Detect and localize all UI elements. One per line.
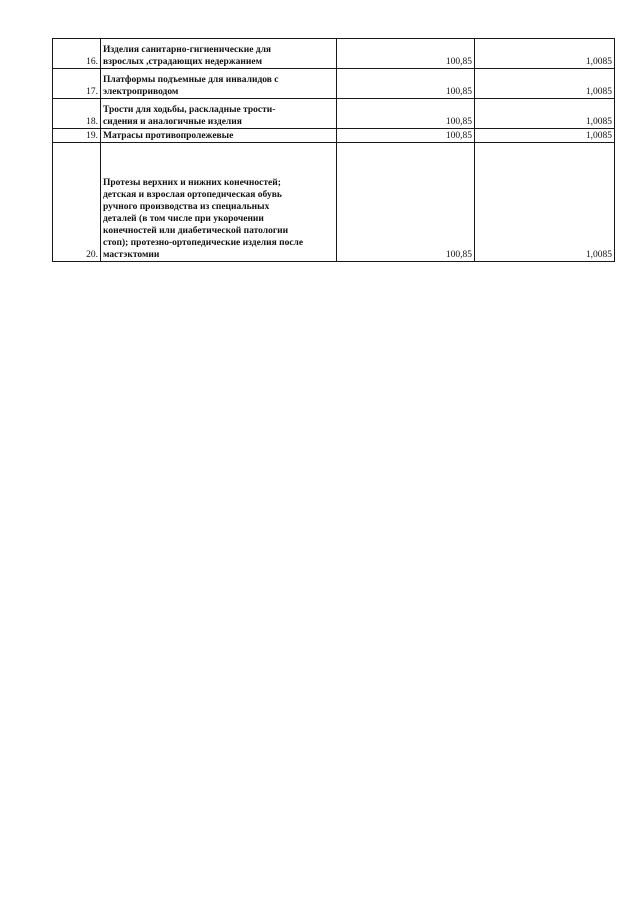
value-coefficient: 1,0085 [475, 69, 615, 99]
table-row [53, 143, 615, 262]
table-row [53, 99, 615, 129]
value-coefficient: 1,0085 [475, 143, 615, 262]
value-coefficient: 1,0085 [475, 129, 615, 143]
row-number: 16. [53, 39, 101, 69]
row-number: 17. [53, 69, 101, 99]
rates-table [52, 38, 615, 262]
row-number: 19. [53, 129, 101, 143]
value-percent: 100,85 [337, 69, 475, 99]
value-percent: 100,85 [337, 143, 475, 262]
item-name: Трости для ходьбы, раскладные трости- сидения и аналогичные изделия [101, 99, 337, 129]
item-name: Платформы подъемные для инвалидов с электроприводом [101, 69, 337, 99]
row-number: 20. [53, 143, 101, 262]
value-percent: 100,85 [337, 99, 475, 129]
value-coefficient: 1,0085 [475, 39, 615, 69]
value-coefficient: 1,0085 [475, 99, 615, 129]
table-row [53, 129, 615, 143]
item-name: Матрасы противопролежевые [101, 129, 337, 143]
table-row [53, 69, 615, 99]
value-percent: 100,85 [337, 39, 475, 69]
item-name: Изделия санитарно-гигиенические для взрослых ,страдающих недержанием [101, 39, 337, 69]
value-percent: 100,85 [337, 129, 475, 143]
row-number: 18. [53, 99, 101, 129]
item-name: Протезы верхних и нижних конечностей; детская и взрослая ортопедическая обувь ручного производства из специальных деталей (в том числе при укорочении конечностей или диабетической патологии стоп); протезно-ортопедические изделия после мастэктомии [101, 143, 337, 262]
table-row [53, 39, 615, 69]
